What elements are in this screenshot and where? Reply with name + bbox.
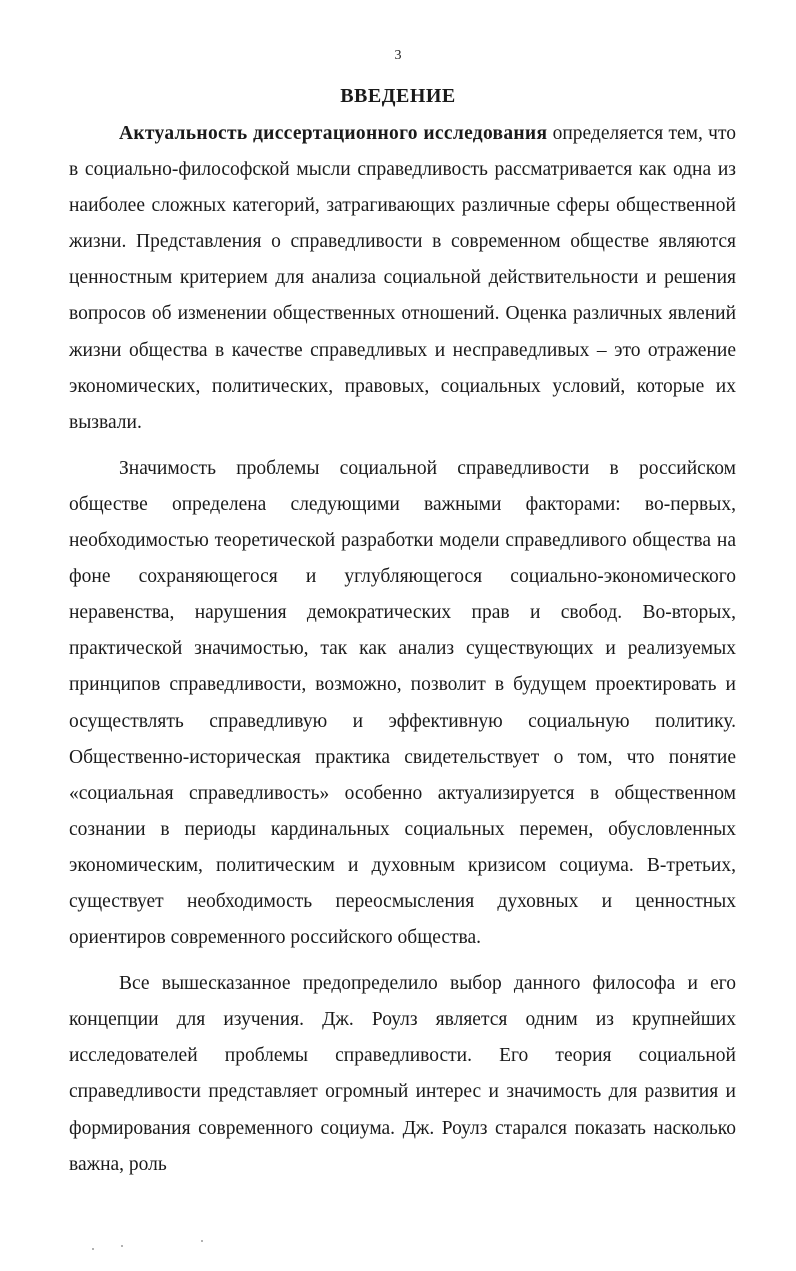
paragraph-lead: Актуальность диссертационного исследования bbox=[119, 123, 548, 144]
section-heading: ВВЕДЕНИЕ bbox=[340, 85, 456, 107]
scan-speck bbox=[121, 1245, 123, 1247]
page-number: 3 bbox=[394, 48, 402, 63]
paragraph-text: определяется тем, что в социально-философской мысли справедливость рассматривается как одна из наиболее сложных категорий, затрагивающих различные сферы общественной жизни. Представления о справедливости в современном обществе являются ценностным критерием для анализа социальной действительности и решения вопросов об изменении общественных отношений. Оценка различных явлений жизни общества в качестве справедливых и несправедливых – это отражение экономических, политических, правовых, социальных условий, которые их вызвали. bbox=[69, 123, 736, 433]
paragraph-choice: Все вышесказанное предопределило выбор данного философа и его концепции для изучения. Дж. Роулз является одним из крупнейших исследователей проблемы справедливости. Его теория социальной справедливости представляет огромный интерес и значимость для развития и формирования современного социума. Дж. Роулз старался показать насколько важна, роль bbox=[69, 973, 736, 1175]
scan-speck bbox=[92, 1248, 94, 1250]
scan-speck bbox=[201, 1240, 203, 1242]
paragraph-significance: Значимость проблемы социальной справедливости в российском обществе определена следующими важными факторами: во-первых, необходимостью теоретической разработки модели справедливого общества на фоне сохраняющегося и углубляющегося социально-экономического неравенства, нарушения демократических прав и свобод. Во-вторых, практической значимостью, так как анализ существующих и реализуемых принципов справедливости, возможно, позволит в будущем проектировать и осуществлять справедливую и эффективную социальную политику. Общественно-историческая практика свидетельствует о том, что понятие «социальная справедливость» особенно актуализируется в общественном сознании в периоды кардинальных социальных перемен, обусловленных экономическим, политическим и духовным кризисом социума. В-третьих, существует необходимость переосмысления духовных и ценностных ориентиров современного российского общества. bbox=[69, 457, 736, 949]
body-text bbox=[69, 116, 736, 1183]
paragraph-relevance bbox=[69, 116, 736, 441]
